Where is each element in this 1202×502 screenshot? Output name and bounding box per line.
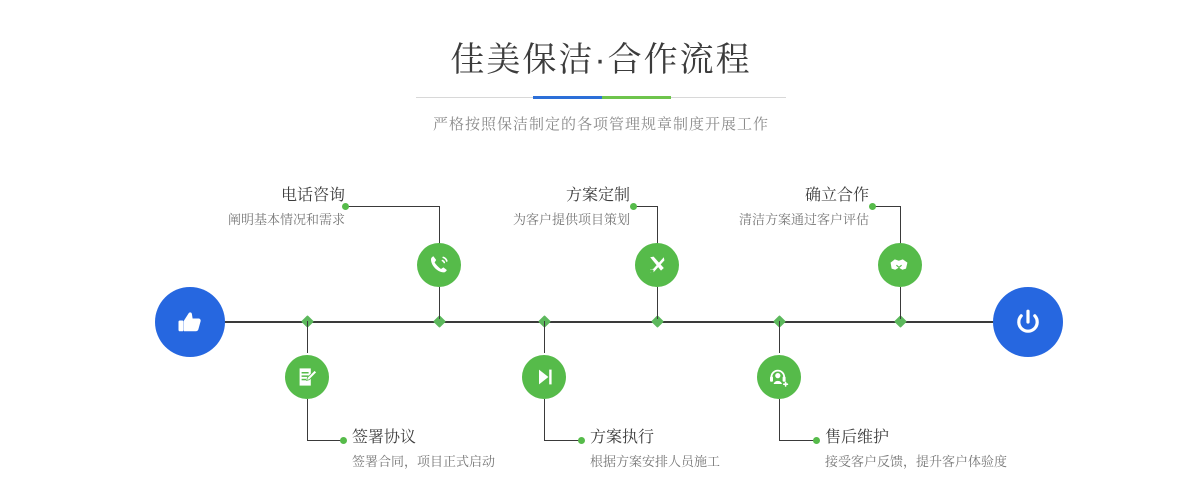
step-icon-4 [522, 355, 566, 399]
step-title-4: 方案执行 [590, 429, 655, 446]
connector-step-2-horizontal [307, 440, 343, 441]
connector-step-4-vertical [544, 399, 545, 441]
handshake-icon [887, 252, 913, 278]
customer-service-icon [766, 364, 792, 390]
step-icon-6 [757, 355, 801, 399]
end-endpoint [993, 287, 1063, 357]
start-endpoint [155, 287, 225, 357]
step-desc-3: 为客户提供项目策划 [512, 212, 630, 227]
step-desc-1: 阐明基本情况和需求 [227, 212, 345, 227]
step-title-2: 签署协议 [352, 429, 417, 446]
page-title: 佳美保洁·合作流程 [450, 41, 752, 79]
connector-step-6-upper [779, 321, 780, 353]
title-divider [416, 96, 786, 99]
step-label-6 [825, 427, 1155, 472]
tools-icon [644, 252, 670, 278]
divider-accent-blue [533, 96, 602, 99]
connector-step-3-lower [657, 287, 658, 319]
step-label-1 [40, 185, 345, 230]
step-desc-4: 根据方案安排人员施工 [590, 454, 721, 469]
connector-step-2-vertical [307, 399, 308, 441]
connector-step-6-vertical [779, 399, 780, 441]
step-icon-3 [635, 243, 679, 287]
connector-step-1-lower [439, 287, 440, 319]
thumbs-up-icon [172, 304, 208, 340]
step-desc-6: 接受客户反馈，提升客户体验度 [825, 454, 1008, 469]
phone-call-icon [426, 252, 452, 278]
step-title-5: 确立合作 [804, 187, 869, 204]
divider-accent-green [602, 96, 671, 99]
connector-dot-step-4 [578, 437, 585, 444]
connector-dot-step-5 [869, 203, 876, 210]
step-label-5 [569, 185, 869, 230]
step-icon-1 [417, 243, 461, 287]
step-title-1: 电话咨询 [280, 187, 345, 204]
header [0, 0, 1202, 134]
connector-dot-step-2 [340, 437, 347, 444]
connector-step-4-horizontal [544, 440, 580, 441]
connector-step-5-lower [900, 287, 901, 319]
step-title-3: 方案定制 [565, 187, 630, 204]
step-desc-5: 清洁方案通过客户评估 [738, 212, 869, 227]
connector-dot-step-6 [813, 437, 820, 444]
page-subtitle: 严格按照保洁制定的各项管理规章制度开展工作 [432, 116, 769, 133]
connector-step-6-horizontal [779, 440, 815, 441]
step-icon-5 [878, 243, 922, 287]
connector-step-2-upper [307, 321, 308, 353]
step-desc-2: 签署合同，项目正式启动 [352, 454, 496, 469]
connector-step-5-horizontal [872, 206, 901, 207]
play-forward-icon [531, 364, 557, 390]
step-title-6: 售后维护 [825, 429, 890, 446]
connector-step-4-upper [544, 321, 545, 353]
step-icon-2 [285, 355, 329, 399]
power-icon [1010, 304, 1046, 340]
document-edit-icon [294, 364, 320, 390]
